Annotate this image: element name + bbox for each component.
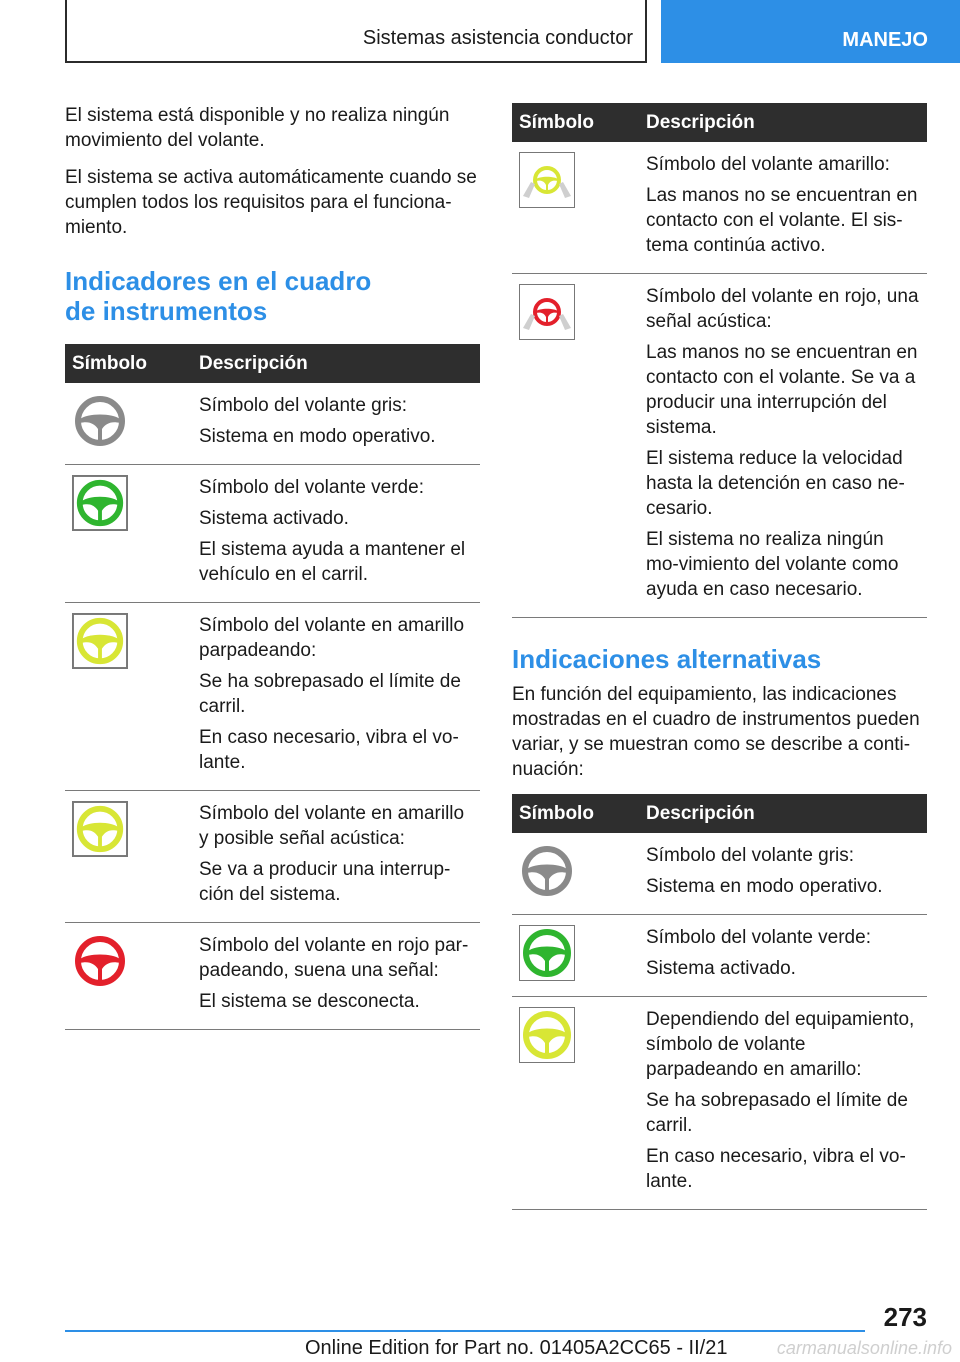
description-text: Símbolo del volante en rojo par-padeando, suena una señal:: [199, 935, 469, 981]
steering-wheel-yellow-blinking-icon: [519, 1007, 575, 1063]
paragraph: En función del equipamiento, las indicaciones mostradas en el cuadro de instrumentos pueden variar, y se muestran como se describe a conti-nuación:: [512, 684, 920, 780]
description-text: Dependiendo del equipamiento, símbolo de volante parpadeando en amarillo:: [646, 1009, 915, 1080]
table-row: [512, 274, 927, 618]
table-row: [65, 383, 480, 465]
symbol-table: [65, 344, 480, 1030]
paragraph: El sistema se activa automáticamente cuando se cumplen todos los requisitos para el funciona-miento.: [65, 167, 477, 238]
section-heading: [65, 266, 480, 326]
steering-wheel-gray-icon: [72, 393, 128, 449]
description-text: Símbolo del volante verde:: [199, 477, 424, 498]
description-text: En caso necesario, vibra el vo-lante.: [199, 727, 459, 773]
description-text: En caso necesario, vibra el vo-lante.: [646, 1146, 906, 1192]
table-row: [512, 915, 927, 997]
description-text: El sistema ayuda a mantener el vehículo en el carril.: [199, 539, 466, 585]
steering-wheel-green-icon: [72, 475, 128, 531]
table-row: [65, 923, 480, 1030]
description-text: Sistema activado.: [199, 508, 349, 529]
edition-note: Online Edition for Part no. 01405A2CC65 - II/21: [305, 1337, 728, 1359]
description-text: Símbolo del volante verde:: [646, 927, 871, 948]
steering-wheel-hands-red-icon: [519, 284, 575, 340]
left-column: [65, 103, 480, 1030]
description-text: Símbolo del volante en rojo, una señal acústica:: [646, 286, 919, 332]
description-text: Se va a producir una interrup-ción del sistema.: [199, 859, 451, 905]
description-text: Símbolo del volante en amarillo parpadeando:: [199, 615, 465, 661]
heading-line: Indicadores en el cuadro: [65, 266, 372, 296]
steering-wheel-yellow-icon: [72, 801, 128, 857]
watermark: carmanualsonline.info: [776, 1338, 952, 1358]
column-header-description: Descripción: [636, 794, 927, 833]
table-row: [65, 603, 480, 791]
description-text: Símbolo del volante gris:: [646, 845, 855, 866]
description-text: El sistema no realiza ningún mo-vimiento del volante como ayuda en caso necesario.: [646, 529, 899, 600]
table-row: [65, 791, 480, 923]
description-text: Las manos no se encuentran en contacto con el volante. Se va a producir una interrupción del sistema.: [646, 342, 918, 438]
description-text: Sistema activado.: [646, 958, 796, 979]
description-text: Las manos no se encuentran en contacto con el volante. El sis-tema continúa activo.: [646, 185, 918, 256]
description-text: El sistema reduce la velocidad hasta la detención en caso ne-cesario.: [646, 448, 905, 519]
steering-wheel-gray-icon: [519, 843, 575, 899]
description-text: Se ha sobrepasado el límite de carril.: [199, 671, 461, 717]
steering-wheel-red-blinking-icon: [72, 933, 128, 989]
table-row: [512, 142, 927, 274]
section-heading: Indicaciones alternativas: [512, 644, 822, 674]
description-text: Símbolo del volante amarillo:: [646, 154, 890, 175]
description-text: Símbolo del volante gris:: [199, 395, 408, 416]
description-text: Símbolo del volante en amarillo y posible señal acústica:: [199, 803, 465, 849]
description-text: Sistema en modo operativo.: [199, 426, 436, 447]
running-header: [65, 0, 647, 63]
section-title: Sistemas asistencia conductor: [362, 27, 633, 49]
description-text: Se ha sobrepasado el límite de carril.: [646, 1090, 908, 1136]
heading-line: de instrumentos: [65, 296, 268, 326]
symbol-table: [512, 103, 927, 618]
description-text: Sistema en modo operativo.: [646, 876, 883, 897]
steering-wheel-green-icon: [519, 925, 575, 981]
table-row: [512, 997, 927, 1210]
right-column: [512, 103, 927, 1210]
steering-wheel-hands-yellow-icon: [519, 152, 575, 208]
footer-divider: [65, 1330, 865, 1332]
description-text: El sistema se desconecta.: [199, 991, 420, 1012]
steering-wheel-yellow-blinking-icon: [72, 613, 128, 669]
column-header-description: Descripción: [189, 344, 480, 383]
symbol-table: [512, 794, 927, 1210]
column-header-description: Descripción: [636, 103, 927, 142]
paragraph: El sistema está disponible y no realiza ningún movimiento del volante.: [65, 105, 450, 151]
table-row: [65, 465, 480, 603]
page-number: 273: [883, 1302, 927, 1332]
column-header-symbol: Símbolo: [512, 794, 636, 833]
table-row: [512, 833, 927, 915]
chapter-tab: MANEJO: [661, 0, 960, 63]
column-header-symbol: Símbolo: [65, 344, 189, 383]
column-header-symbol: Símbolo: [512, 103, 636, 142]
